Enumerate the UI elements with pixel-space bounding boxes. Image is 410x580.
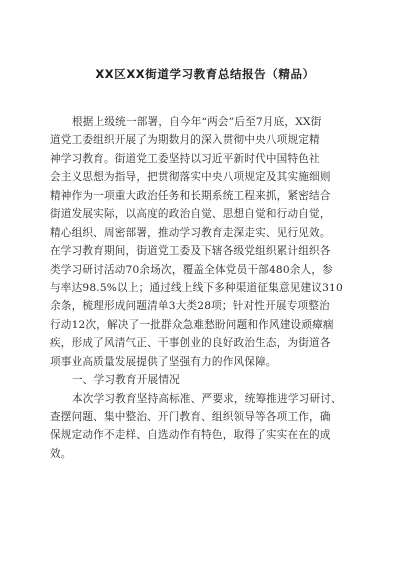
- body-line: 保规定动作不走样、自选动作有特色，取得了实实在在的成: [50, 429, 331, 442]
- document-body: [50, 113, 354, 463]
- body-line: 神学习教育。街道党工委坚持以习近平新时代中国特色社: [50, 152, 320, 165]
- body-line: 余条，梳理形成问题清单3大类28项；针对性开展专项整治: [50, 300, 330, 313]
- body-line: 查摆问题、集中整治、开门教育、组织领导等各项工作，确: [50, 411, 331, 423]
- document-title: XX区XX街道学习教育总结报告（精品）: [95, 67, 315, 81]
- body-line: 街道发展实际，以高度的政治自觉、思想自觉和行动自觉，: [50, 208, 331, 221]
- body-line: 精心组织、周密部署，推动学习教育走深走实、见行见效。: [50, 226, 331, 239]
- body-line: 道党工委组织开展了为期数月的深入贯彻中央八项规定精: [50, 134, 320, 147]
- body-line: 行动12次，解决了一批群众急难愁盼问题和作风建设顽瘴痼: [50, 318, 334, 331]
- body-line: 项事业高质量发展提供了坚强有力的作风保障。: [50, 355, 277, 368]
- body-line: 效。: [50, 447, 72, 460]
- body-line: 精神作为一项重大政治任务和长期系统工程来抓，紧密结合: [50, 189, 331, 202]
- body-line: 类学习研讨活动70余场次，覆盖全体党员干部480余人，参: [50, 263, 333, 276]
- body-line: 一、学习教育开展情况: [72, 374, 180, 387]
- body-line: 会主义思想为指导，把贯彻落实中央八项规定及其实施细则: [50, 171, 331, 184]
- body-line: 根据上级统一部署，自今年“两会”后至7月底，XX街: [72, 116, 322, 128]
- body-line: 疾，形成了风清气正、干事创业的良好政治生态，为街道各: [50, 337, 331, 350]
- body-line: 本次学习教育坚持高标准、严要求，统筹推进学习研讨、: [72, 392, 342, 405]
- body-line: 在学习教育期间，街道党工委及下辖各级党组织累计组织各: [50, 245, 331, 258]
- body-line: 与率达98.5%以上；通过线上线下多种渠道征集意见建议310: [50, 281, 343, 294]
